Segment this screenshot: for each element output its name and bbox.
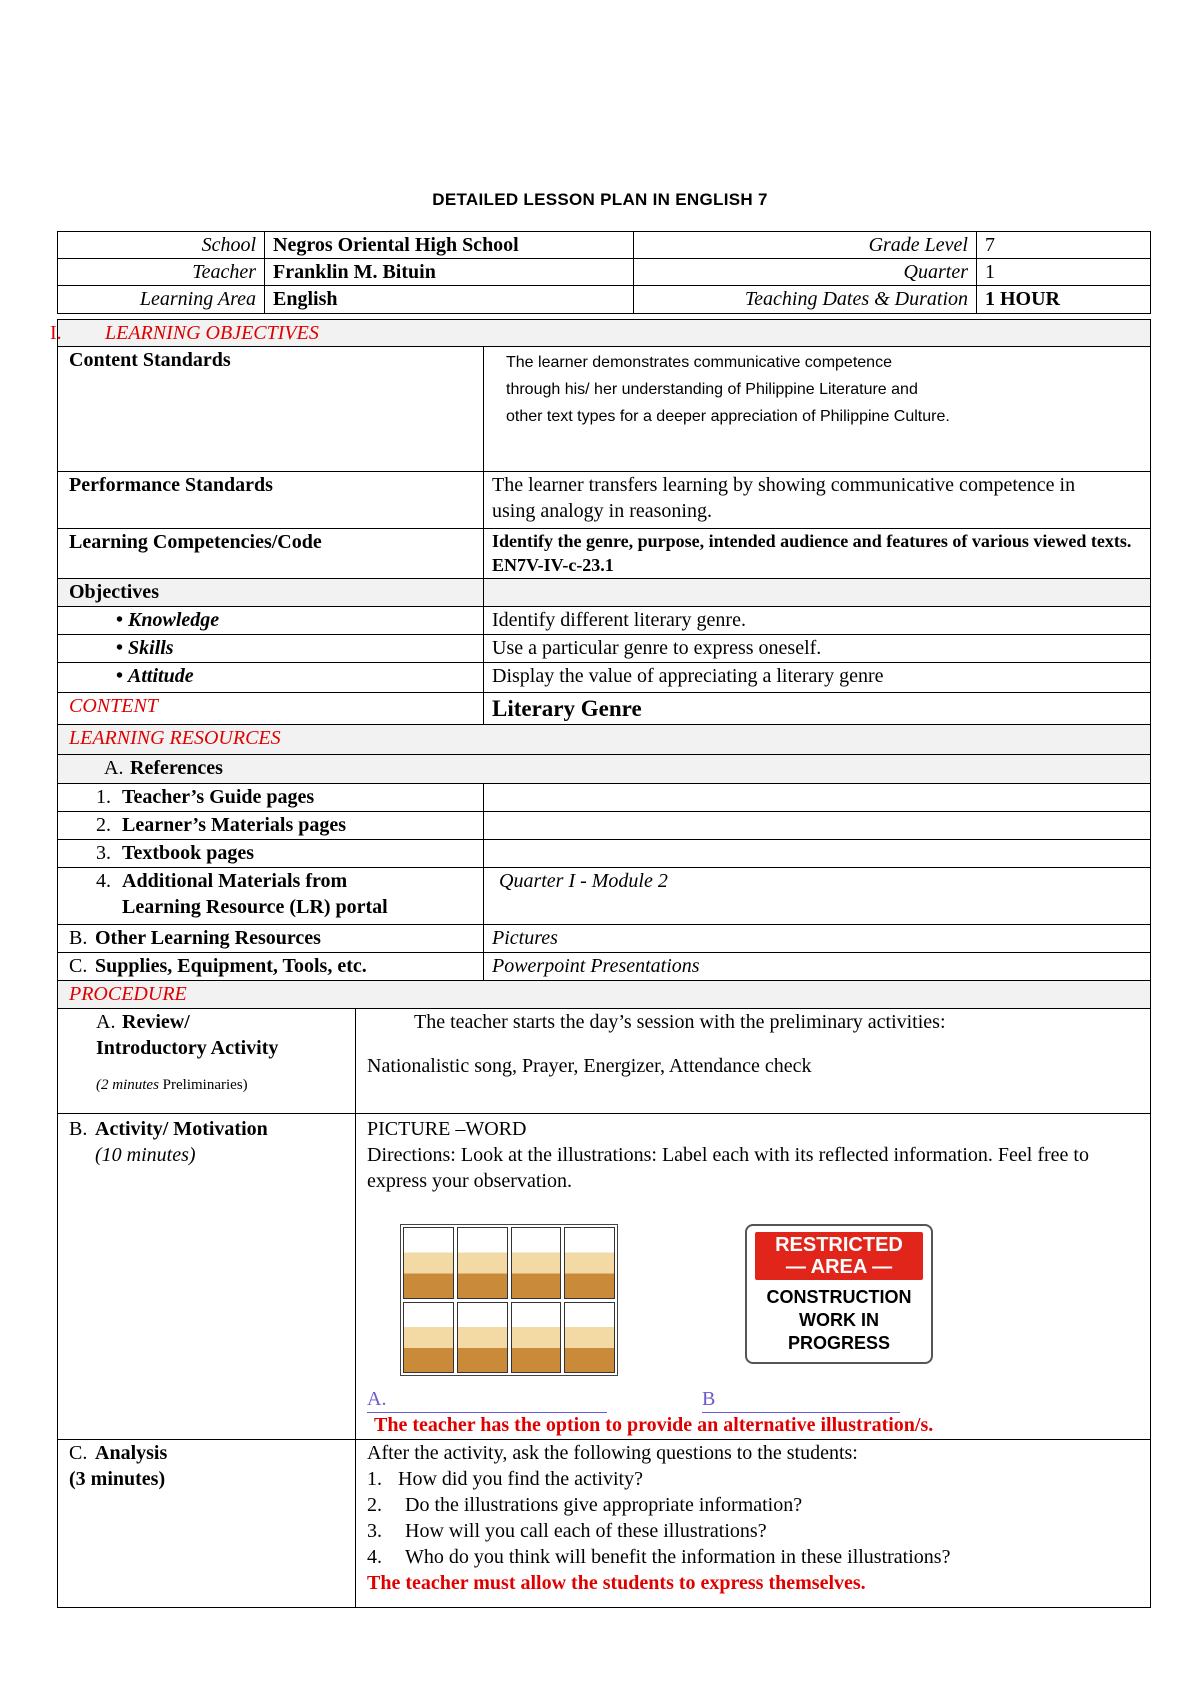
activity-title: PICTURE –WORD — [367, 1118, 527, 1140]
tg-value — [484, 784, 1151, 812]
attitude-label: • Attitude — [58, 663, 484, 693]
competencies-value: Identify the genre, purpose, intended audience and features of various viewed texts. EN7V-IV-c-23.1 — [484, 529, 1151, 579]
activity-label: Activity/ Motivation — [95, 1118, 268, 1140]
tg-label: Teacher’s Guide pages — [122, 786, 315, 808]
school-value: Negros Oriental High School — [265, 232, 634, 259]
supplies-value: Powerpoint Presentations — [484, 953, 1151, 981]
question-3 — [367, 1518, 1142, 1544]
other-letter: B. — [69, 927, 88, 949]
am-num: 4. — [96, 870, 111, 892]
other-row — [58, 925, 484, 953]
references-letter: A. — [104, 757, 124, 779]
teacher-value: Franklin M. Bituin — [265, 259, 634, 286]
sign-body3: PROGRESS — [787, 1333, 891, 1353]
analysis-cell — [58, 1440, 356, 1608]
supplies-label: Supplies, Equipment, Tools, etc. — [95, 955, 367, 977]
tb-num: 3. — [96, 842, 111, 864]
objectives-title: LEARNING OBJECTIVES — [105, 322, 319, 344]
sign-body2: WORK IN — [799, 1310, 879, 1330]
teacher-label: Teacher — [58, 259, 265, 286]
review-text1: The teacher starts the day’s session with the preliminary activities: — [414, 1011, 946, 1033]
sign-top2: — AREA — — [785, 1256, 893, 1278]
activity-time: (10 minutes) — [95, 1144, 196, 1166]
analysis-label: Analysis — [95, 1442, 168, 1464]
question-4-num: 4. — [367, 1546, 382, 1568]
review-line2: Introductory Activity — [96, 1037, 279, 1059]
am-line1: Additional Materials from — [122, 870, 348, 892]
tg-row — [58, 784, 484, 812]
references-row — [58, 755, 1151, 784]
references-label: References — [130, 757, 223, 779]
review-time-a: (2 minutes — [96, 1077, 159, 1093]
activity-note: The teacher has the option to provide an alternative illustration/s. — [374, 1414, 934, 1436]
lesson-plan-table — [50, 319, 1151, 1608]
review-letter: A. — [96, 1011, 116, 1033]
other-label: Other Learning Resources — [95, 927, 321, 949]
review-content — [356, 1009, 1151, 1114]
tb-row — [58, 840, 484, 868]
sign-body1: CONSTRUCTION — [766, 1287, 912, 1307]
review-time-b: Preliminaries) — [158, 1077, 248, 1093]
competencies-label: Learning Competencies/Code — [58, 529, 484, 579]
skills-value: Use a particular genre to express oneself. — [484, 635, 1151, 663]
review-cell — [58, 1009, 356, 1114]
analysis-content — [356, 1440, 1151, 1608]
activity-letter: B. — [69, 1118, 88, 1140]
question-3-num: 3. — [367, 1520, 382, 1542]
supplies-row — [58, 953, 484, 981]
review-line1: Review/ — [122, 1011, 190, 1033]
objectives-heading — [50, 320, 1151, 347]
question-1 — [367, 1466, 1142, 1492]
grade-value: 7 — [977, 232, 1151, 259]
question-2-num: 2. — [367, 1494, 382, 1516]
header-table — [57, 231, 1151, 314]
content-standards-label: Content Standards — [58, 347, 484, 472]
content-value: Literary Genre — [484, 693, 1151, 725]
content-standards-text: The learner demonstrates communicative competence through his/ her understanding of Philippine Literature and other text types for a deeper appreciation of Philippine Culture. — [506, 354, 950, 425]
skills-label: • Skills — [58, 635, 484, 663]
restricted-area-sign-image — [745, 1224, 933, 1364]
other-value: Pictures — [484, 925, 1151, 953]
analysis-time: (3 minutes) — [69, 1468, 166, 1490]
tg-num: 1. — [96, 786, 111, 808]
blank-b: B — [702, 1386, 900, 1413]
am-row — [58, 868, 484, 925]
supplies-letter: C. — [69, 955, 88, 977]
question-2-text: Do the illustrations give appropriate information? — [405, 1494, 803, 1516]
blank-a: A. — [367, 1386, 607, 1413]
knowledge-label: • Knowledge — [58, 607, 484, 635]
attitude-value: Display the value of appreciating a literary genre — [484, 663, 1151, 693]
content-standards-value — [484, 347, 1151, 472]
objectives-empty — [484, 579, 1151, 607]
lm-num: 2. — [96, 814, 111, 836]
answer-blanks — [367, 1386, 900, 1413]
area-label: Learning Area — [58, 286, 265, 314]
quarter-value: 1 — [977, 259, 1151, 286]
dates-label: Teaching Dates & Duration — [634, 286, 977, 314]
analysis-note: The teacher must allow the students to express themselves. — [367, 1572, 866, 1594]
question-4 — [367, 1544, 1142, 1570]
analysis-intro: After the activity, ask the following questions to the students: — [367, 1442, 858, 1464]
tb-value — [484, 840, 1151, 868]
objectives-label: Objectives — [58, 579, 484, 607]
grade-label: Grade Level — [634, 232, 977, 259]
performance-standards-label: Performance Standards — [58, 472, 484, 529]
activity-cell — [58, 1114, 356, 1440]
lm-value — [484, 812, 1151, 840]
area-value: English — [265, 286, 634, 314]
lm-row — [58, 812, 484, 840]
am-value: Quarter I - Module 2 — [484, 868, 1151, 925]
document-title: DETAILED LESSON PLAN IN ENGLISH 7 — [432, 190, 768, 209]
question-1-text: How did you find the activity? — [398, 1468, 643, 1490]
objectives-num: I. — [50, 322, 62, 344]
procedure-label: PROCEDURE — [58, 981, 1151, 1009]
resources-label: LEARNING RESOURCES — [58, 725, 1151, 755]
content-label: CONTENT — [58, 693, 484, 725]
activity-directions: Directions: Look at the illustrations: Label each with its reflected information. Feel free to express your observation. — [367, 1144, 1089, 1192]
school-label: School — [58, 232, 265, 259]
illustrations — [400, 1224, 912, 1384]
performance-standards-value: The learner transfers learning by showing communicative competence in using analogy in reasoning. — [484, 472, 1151, 529]
dates-value: 1 HOUR — [977, 286, 1151, 314]
question-4-text: Who do you think will benefit the information in these illustrations? — [405, 1546, 951, 1568]
analysis-letter: C. — [69, 1442, 88, 1464]
quarter-label: Quarter — [634, 259, 977, 286]
lm-label: Learner’s Materials pages — [122, 814, 347, 836]
tb-label: Textbook pages — [122, 842, 255, 864]
knowledge-value: Identify different literary genre. — [484, 607, 1151, 635]
question-2 — [367, 1492, 1142, 1518]
activity-content — [356, 1114, 1151, 1440]
comic-strip-image — [400, 1224, 618, 1376]
question-3-text: How will you call each of these illustrations? — [405, 1520, 767, 1542]
sign-top1: RESTRICTED — [775, 1234, 903, 1256]
am-line2: Learning Resource (LR) portal — [122, 896, 388, 918]
review-text2: Nationalistic song, Prayer, Energizer, Attendance check — [367, 1055, 812, 1077]
question-1-num: 1. — [367, 1468, 382, 1490]
